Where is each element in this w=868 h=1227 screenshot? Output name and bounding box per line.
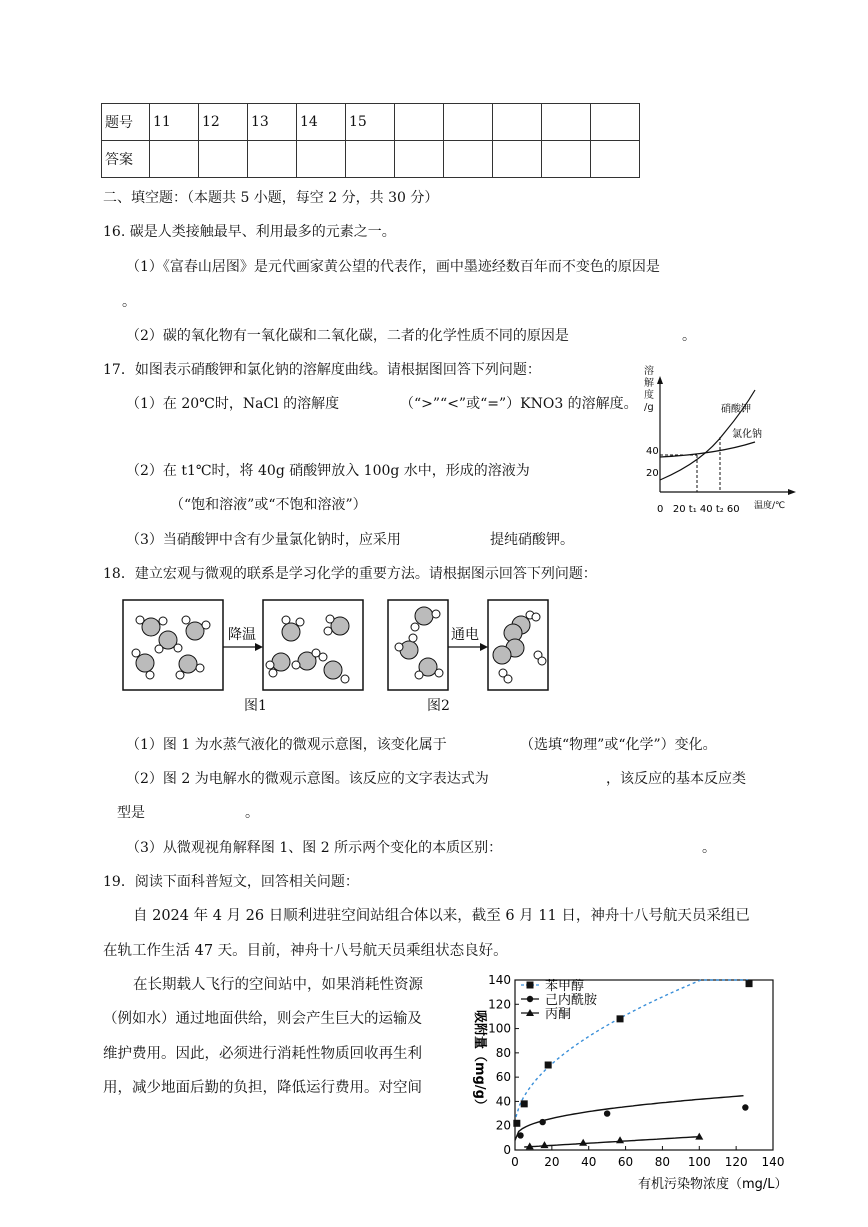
table-cell <box>395 104 444 141</box>
y-tick-label: 40 <box>495 1094 511 1109</box>
graph-x-ticks: 0 20 t₁ 40 t₂ 60 <box>657 504 740 515</box>
q18-stem: 18．建立宏观与微观的联系是学习化学的重要方法。请根据图示回答下列问题： <box>103 566 597 582</box>
arrow-2-label: 通电 <box>451 627 479 643</box>
q17-part1a: （1）在 20℃时，NaCl 的溶解度 <box>126 396 340 412</box>
legend-label: 丙酮 <box>545 1007 572 1022</box>
data-point-0 <box>545 1062 552 1069</box>
legend-label: 己内酰胺 <box>545 993 598 1008</box>
data-point-1 <box>539 1119 545 1125</box>
adsorption-chart <box>458 970 798 1195</box>
table-row <box>102 141 640 178</box>
q18-part2a: （2）图 2 为电解水的微观示意图。该反应的文字表达式为 <box>126 771 489 787</box>
graph-ylabel-3: 度 <box>644 390 654 401</box>
arrow-2-head-icon <box>480 643 488 651</box>
table-cell: 15 <box>346 104 395 141</box>
nacl-label: 氯化钠 <box>732 429 762 440</box>
q17-part2b: （“饱和溶液”或“不饱和溶液”） <box>170 497 367 513</box>
series-line-caprolactam <box>515 1096 744 1141</box>
q17-part2a: （2）在 t1℃时，将 40g 硝酸钾放入 100g 水中，形成的溶液为 <box>126 463 530 479</box>
table-cell[interactable] <box>395 141 444 178</box>
section-heading: 二、填空题：（本题共 5 小题，每空 2 分，共 30 分） <box>103 190 439 206</box>
graph-x-arrow-icon <box>788 489 796 495</box>
arrow-1-head-icon <box>255 643 263 651</box>
data-point-0 <box>513 1120 520 1127</box>
q16-part2-end: 。 <box>682 328 696 344</box>
y-tick-label: 80 <box>495 1045 511 1060</box>
table-cell[interactable] <box>150 141 199 178</box>
x-tick-label: 40 <box>581 1155 597 1169</box>
q18-part2d: 。 <box>245 805 259 821</box>
kno3-label: 硝酸钾 <box>721 404 751 415</box>
table-cell: 题号 <box>102 104 150 141</box>
chart-legend <box>521 978 598 1022</box>
y-tick-label: 100 <box>488 1021 511 1036</box>
table-cell <box>493 104 542 141</box>
answer-table <box>101 103 640 178</box>
q19-para2-line3: 维护费用。因此，必须进行消耗性物质回收再生利 <box>103 1046 422 1062</box>
q18-part2c: 型是 <box>117 805 145 821</box>
series-line-acetone <box>524 1137 697 1147</box>
data-point-0 <box>746 980 753 987</box>
graph-tick-20: 20 <box>646 468 659 479</box>
chart-ylabel: 吸附量（mg/g） <box>472 1010 487 1112</box>
x-tick-label: 0 <box>511 1155 519 1169</box>
q18-part3: （3）从微观视角解释图 1、图 2 所示两个变化的本质区别： <box>126 840 503 856</box>
graph-ylabel-4: /g <box>644 402 654 413</box>
legend-marker <box>527 982 534 989</box>
table-cell <box>444 104 493 141</box>
q17-part1b: （“>”“<”或“=”）KNO3 的溶解度。 <box>400 396 638 412</box>
nacl-curve <box>660 442 755 457</box>
q17-part3a: （3）当硝酸钾中含有少量氯化钠时，应采用 <box>126 532 401 548</box>
q16-stem: 16. 碳是人类接触最早、利用最多的元素之一。 <box>103 224 396 240</box>
chart-xlabel: 有机污染物浓度（mg/L） <box>638 1177 788 1192</box>
q17-part3b: 提纯硝酸钾。 <box>490 532 574 548</box>
table-cell[interactable] <box>346 141 395 178</box>
table-cell <box>591 104 640 141</box>
chart-axes <box>488 973 784 1169</box>
y-tick-label: 60 <box>495 1070 511 1085</box>
graph-ylabel-1: 溶 <box>644 366 654 377</box>
x-tick-label: 80 <box>654 1155 671 1169</box>
q19-para1b: 在轨工作生活 47 天。目前，神舟十八号航天员乘组状态良好。 <box>103 943 508 959</box>
table-cell: 13 <box>248 104 297 141</box>
graph-xlabel: 温度/℃ <box>754 501 786 511</box>
legend-marker <box>527 996 533 1002</box>
table-cell[interactable] <box>248 141 297 178</box>
q18-part1b: （选填“物理”或“化学”）变化。 <box>520 737 717 753</box>
table-cell[interactable] <box>199 141 248 178</box>
q19-para1a: 自 2024 年 4 月 26 日顺利进驻空间站组合体以来，截至 6 月 11 日，神舟十八号航天员采组已 <box>133 908 750 924</box>
q19-para2-line2: （例如水）通过地面供给，则会产生巨大的运输及 <box>103 1011 422 1027</box>
data-point-2 <box>540 1141 548 1148</box>
table-cell[interactable] <box>297 141 346 178</box>
q17-stem: 17．如图表示硝酸钾和氯化钠的溶解度曲线。请根据图回答下列问题： <box>103 362 541 378</box>
y-tick-label: 0 <box>503 1143 511 1157</box>
solubility-graph <box>640 362 800 517</box>
legend-label: 苯甲醇 <box>545 979 585 994</box>
x-tick-label: 120 <box>724 1155 748 1169</box>
table-cell: 14 <box>297 104 346 141</box>
q18-part2b: ，该反应的基本反应类 <box>606 771 746 787</box>
table-cell[interactable] <box>542 141 591 178</box>
q18-part1a: （1）图 1 为水蒸气液化的微观示意图，该变化属于 <box>126 737 447 753</box>
graph-y-arrow-icon <box>657 376 663 384</box>
q19-para2-line4: 用，减少地面后勤的负担，降低运行费用。对空间 <box>103 1080 422 1096</box>
data-point-1 <box>742 1104 748 1110</box>
x-tick-label: 60 <box>617 1155 634 1169</box>
data-point-2 <box>616 1136 624 1143</box>
data-point-1 <box>604 1110 610 1116</box>
table-row <box>102 104 640 141</box>
table-cell: 答案 <box>102 141 150 178</box>
data-point-2 <box>695 1133 703 1140</box>
data-point-0 <box>617 1015 624 1022</box>
graph-tick-40: 40 <box>646 446 659 457</box>
y-tick-label: 120 <box>488 997 511 1012</box>
x-tick-label: 20 <box>544 1155 560 1169</box>
y-tick-label: 20 <box>495 1118 511 1133</box>
q18-part3-end: 。 <box>702 840 716 856</box>
graph-ylabel-2: 解 <box>644 378 654 389</box>
q16-part2: （2）碳的氧化物有一氧化碳和二氧化碳，二者的化学性质不同的原因是 <box>126 328 569 344</box>
q16-part1: （1）《富春山居图》是元代画家黄公望的代表作，画中墨迹经数百年而不变色的原因是 <box>126 259 660 275</box>
table-cell: 12 <box>199 104 248 141</box>
data-point-2 <box>579 1139 587 1146</box>
molecule-diagrams <box>118 595 558 715</box>
x-tick-label: 100 <box>687 1155 711 1169</box>
fig2-caption: 图2 <box>427 698 450 714</box>
table-cell <box>542 104 591 141</box>
y-tick-label: 140 <box>488 973 511 987</box>
q19-para2-line1: 在长期载人飞行的空间站中，如果消耗性资源 <box>133 977 423 993</box>
fig1-caption: 图1 <box>244 698 267 714</box>
x-tick-label: 140 <box>761 1155 785 1169</box>
table-cell[interactable] <box>591 141 640 178</box>
q16-part1-end: 。 <box>122 294 136 310</box>
data-point-0 <box>521 1100 528 1107</box>
arrow-1-label: 降温 <box>228 627 256 643</box>
table-cell[interactable] <box>493 141 542 178</box>
q19-stem: 19．阅读下面科普短文，回答相关问题： <box>103 874 359 890</box>
table-cell: 11 <box>150 104 199 141</box>
data-point-1 <box>517 1132 523 1138</box>
table-cell[interactable] <box>444 141 493 178</box>
